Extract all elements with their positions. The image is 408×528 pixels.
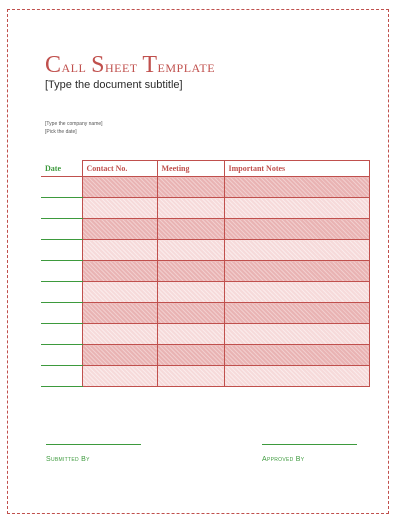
meeting-cell[interactable] [157,219,224,240]
contact-no-cell[interactable] [82,303,157,324]
date-cell[interactable] [41,366,82,387]
date-cell[interactable] [41,198,82,219]
date-cell[interactable] [41,282,82,303]
meeting-cell[interactable] [157,177,224,198]
important-notes-cell[interactable] [224,282,369,303]
date-cell[interactable] [41,303,82,324]
column-header-contact-no: Contact No. [82,161,157,177]
contact-no-cell[interactable] [82,261,157,282]
important-notes-cell[interactable] [224,324,369,345]
meeting-cell[interactable] [157,324,224,345]
important-notes-cell[interactable] [224,219,369,240]
important-notes-cell[interactable] [224,177,369,198]
submitted-by-label: Submitted By [46,456,90,463]
table-row [41,324,369,345]
contact-no-cell[interactable] [82,324,157,345]
important-notes-cell[interactable] [224,198,369,219]
contact-no-cell[interactable] [82,177,157,198]
contact-no-cell[interactable] [82,219,157,240]
meeting-cell[interactable] [157,303,224,324]
important-notes-cell[interactable] [224,345,369,366]
table-body [41,177,369,387]
call-log-table [41,160,370,387]
table-row [41,240,369,261]
meeting-cell[interactable] [157,198,224,219]
important-notes-cell[interactable] [224,303,369,324]
meeting-cell[interactable] [157,366,224,387]
date-placeholder[interactable]: [Pick the date] [45,129,77,135]
important-notes-cell[interactable] [224,366,369,387]
approved-by-label: Approved By [262,456,305,463]
important-notes-cell[interactable] [224,261,369,282]
date-cell[interactable] [41,261,82,282]
company-name-placeholder[interactable]: [Type the company name] [45,121,103,127]
column-header-important-notes: Important Notes [224,161,369,177]
contact-no-cell[interactable] [82,198,157,219]
date-cell[interactable] [41,324,82,345]
contact-no-cell[interactable] [82,345,157,366]
table-header-row [41,161,369,177]
document-subtitle[interactable]: [Type the document subtitle] [45,79,183,91]
date-cell[interactable] [41,345,82,366]
submitted-by-signature-line[interactable] [46,444,141,445]
contact-no-cell[interactable] [82,282,157,303]
column-header-date: Date [41,161,82,177]
contact-no-cell[interactable] [82,240,157,261]
meeting-cell[interactable] [157,261,224,282]
important-notes-cell[interactable] [224,240,369,261]
date-cell[interactable] [41,240,82,261]
table-row [41,303,369,324]
table-row [41,177,369,198]
meeting-cell[interactable] [157,345,224,366]
date-cell[interactable] [41,177,82,198]
date-cell[interactable] [41,219,82,240]
table-row [41,345,369,366]
document-title: Call Sheet Template [45,52,216,78]
contact-no-cell[interactable] [82,366,157,387]
table-row [41,219,369,240]
meeting-cell[interactable] [157,282,224,303]
meeting-cell[interactable] [157,240,224,261]
table-row [41,282,369,303]
table-row [41,198,369,219]
table-row [41,261,369,282]
approved-by-signature-line[interactable] [262,444,357,445]
table-row [41,366,369,387]
column-header-meeting: Meeting [157,161,224,177]
